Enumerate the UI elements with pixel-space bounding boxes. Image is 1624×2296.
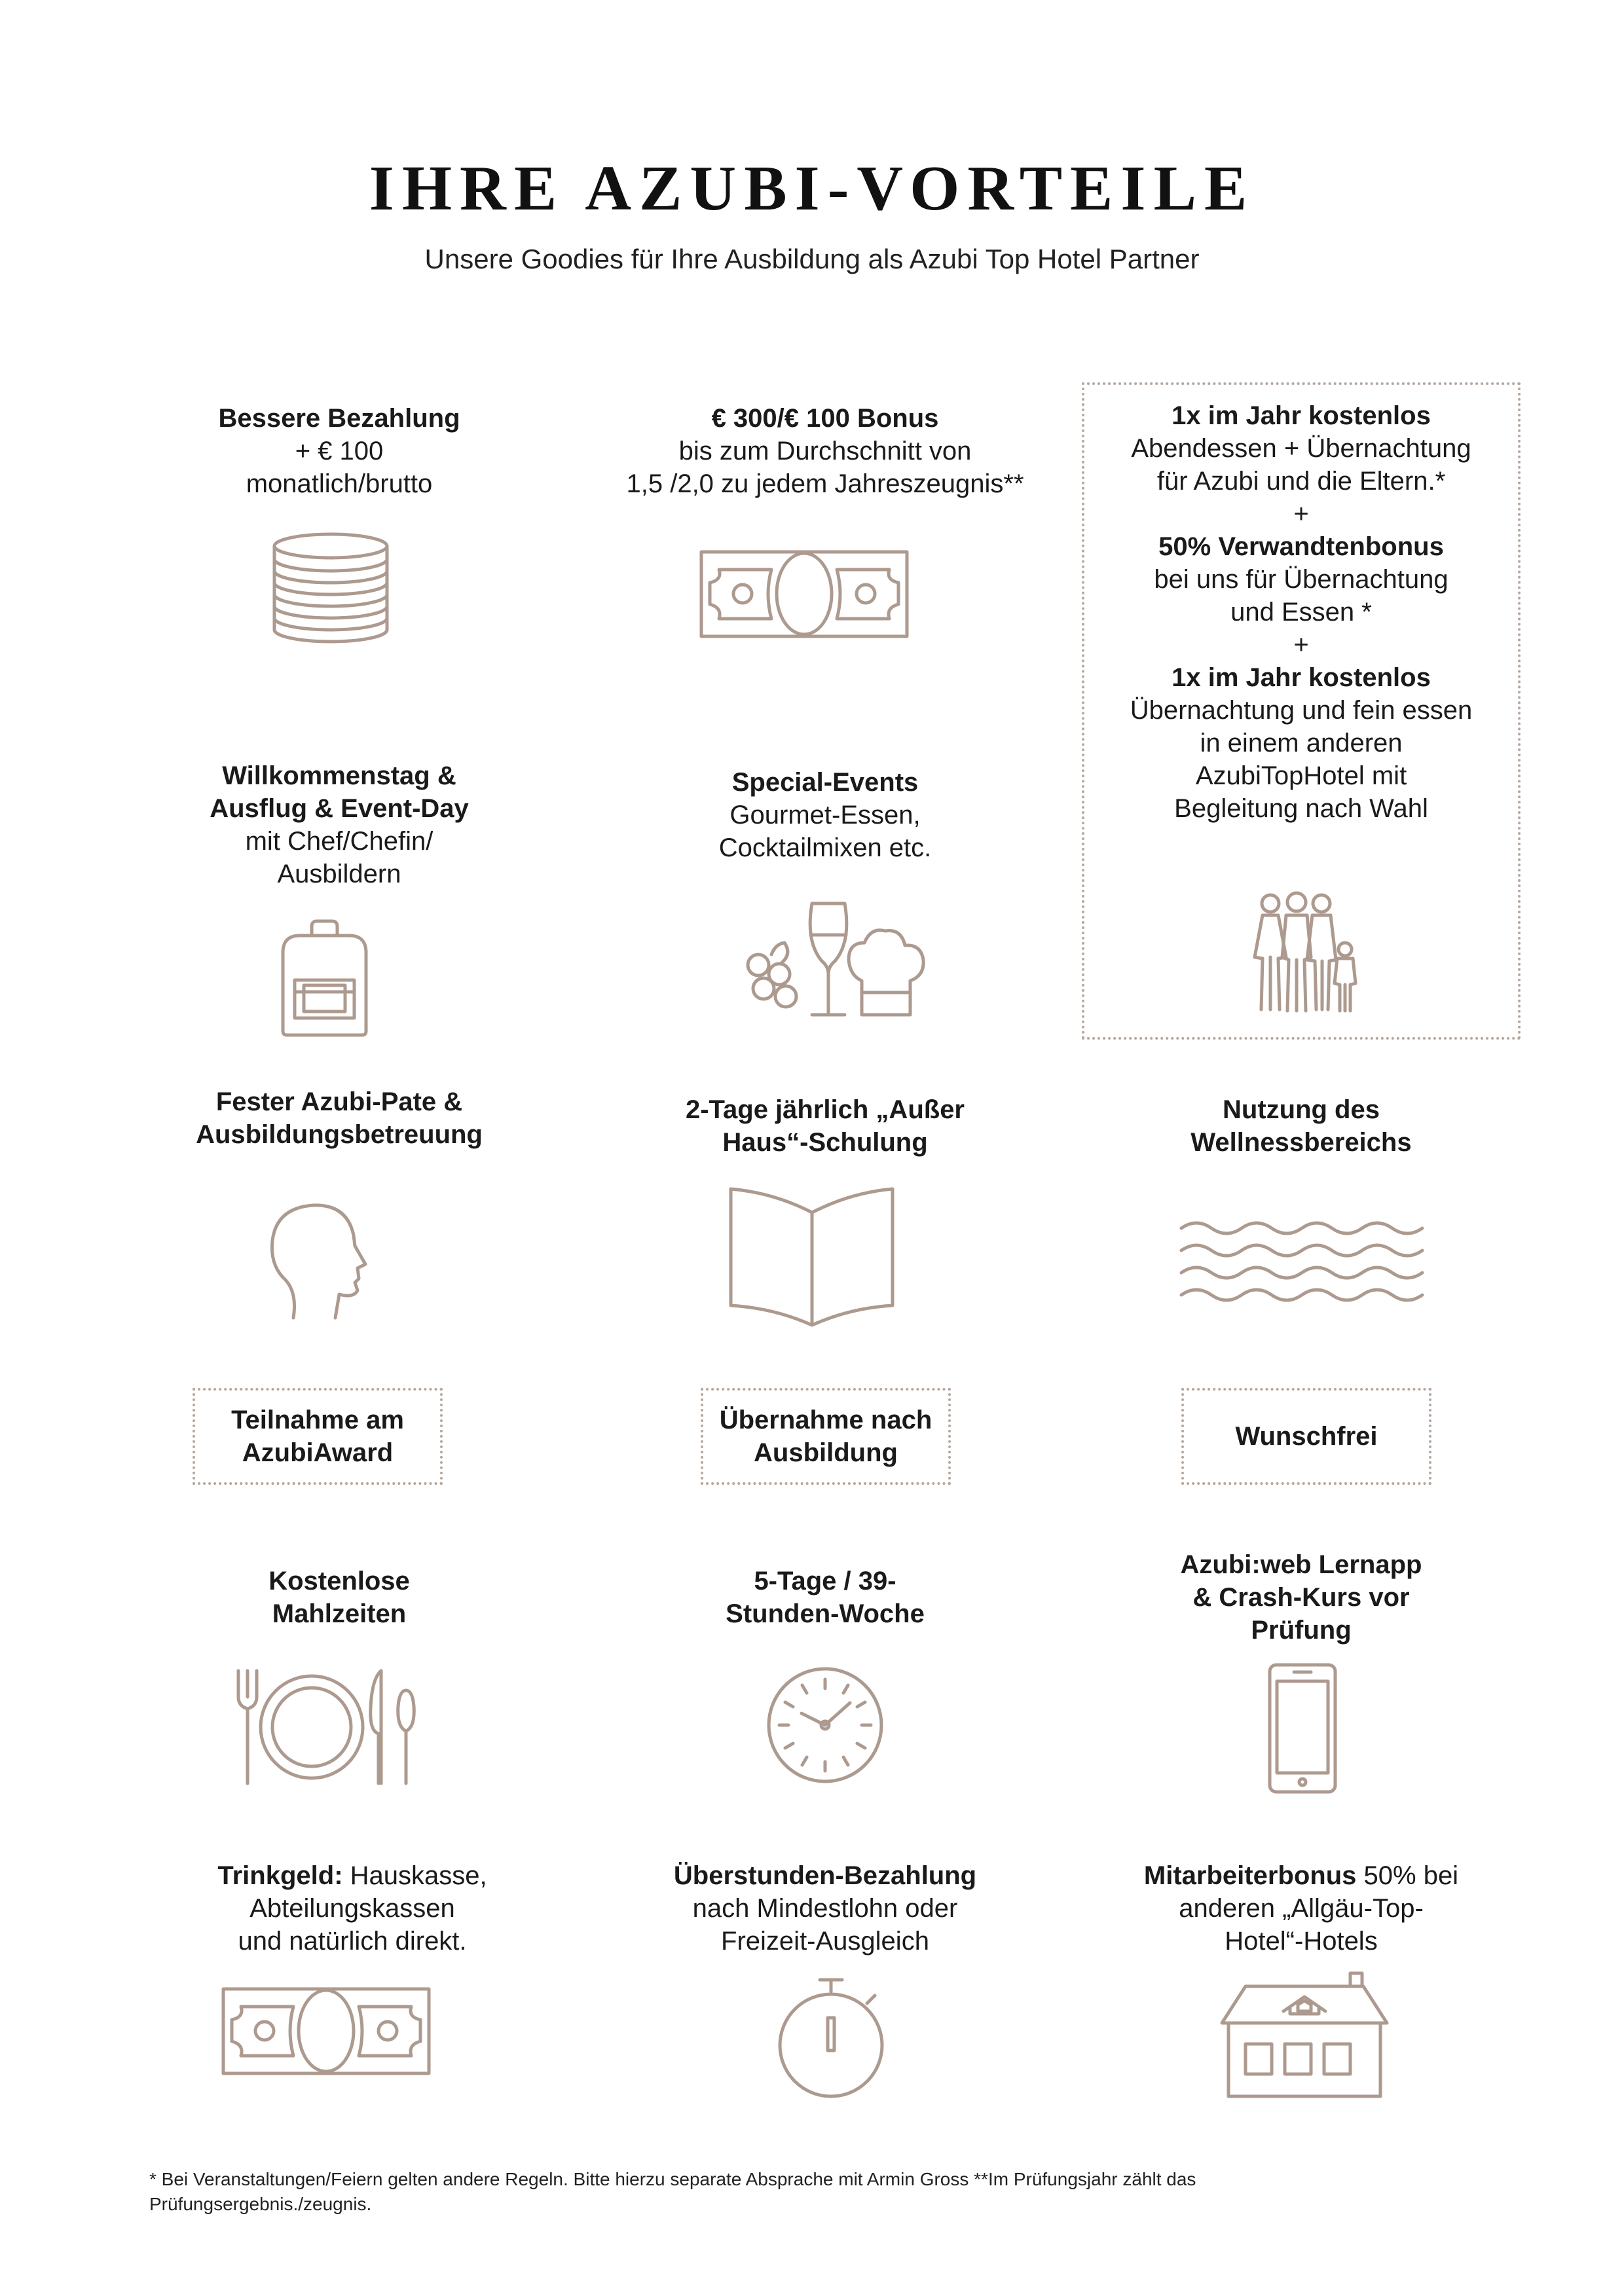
benefit-text: bei uns für Übernachtung xyxy=(1154,565,1449,594)
benefit-text: Ausbildern xyxy=(277,860,401,888)
banknote-icon xyxy=(221,1987,431,2075)
benefit-title: Fester Azubi-Pate & xyxy=(215,1087,463,1116)
benefit-title: Prüfung xyxy=(1251,1616,1352,1645)
footnote-line: * Bei Veranstaltungen/Feiern gelten andere Regeln. Bitte hierzu separate Absprache mit Armin Gross **Im Prüfungsjahr zählt das xyxy=(149,2169,1196,2189)
benefit-text: Hauskasse, xyxy=(342,1861,487,1890)
page-title: IHRE AZUBI-VORTEILE xyxy=(369,153,1255,224)
benefit-text: + € 100 xyxy=(295,437,384,465)
stopwatch-icon xyxy=(777,1977,885,2098)
plus-sign: + xyxy=(1293,500,1309,528)
benefit-wunschfrei xyxy=(1181,1388,1431,1485)
book-icon xyxy=(728,1186,895,1327)
footnote-line: Prüfungsergebnis./zeugnis. xyxy=(149,2194,372,2214)
benefit-mitarbeiter xyxy=(1082,1859,1521,1958)
benefit-title: Willkommenstag & xyxy=(222,761,456,790)
benefit-title: Azubi:web Lernapp xyxy=(1180,1550,1422,1579)
benefit-title: AzubiAward xyxy=(242,1438,394,1467)
benefit-text: AzubiTopHotel mit xyxy=(1195,761,1407,790)
plus-sign: + xyxy=(1293,630,1309,659)
clock-icon xyxy=(766,1666,884,1784)
benefit-title: Ausbildungsbetreuung xyxy=(196,1120,483,1149)
benefit-title: Special-Events xyxy=(731,768,919,797)
benefit-title: Wunschfrei xyxy=(1235,1422,1378,1451)
benefit-text: und Essen * xyxy=(1230,598,1372,627)
waves-icon xyxy=(1179,1216,1421,1308)
benefit-lernapp xyxy=(1082,1548,1521,1647)
benefit-title: Bessere Bezahlung xyxy=(218,404,460,433)
benefit-title-line xyxy=(143,1859,562,1892)
benefit-title: Haus“-Schulung xyxy=(722,1128,928,1157)
benefit-trinkgeld xyxy=(143,1859,562,1958)
benefit-title: Mahlzeiten xyxy=(272,1599,407,1628)
benefit-pate xyxy=(143,1085,536,1151)
benefit-title: 2-Tage jährlich „Außer xyxy=(685,1095,965,1124)
benefit-text: Begleitung nach Wahl xyxy=(1174,794,1428,823)
benefit-title: Ausbildung xyxy=(754,1438,898,1467)
banknote-icon xyxy=(699,550,909,638)
benefit-family xyxy=(1082,399,1521,825)
benefit-title: Überstunden-Bezahlung xyxy=(673,1861,977,1890)
hotel-house-icon xyxy=(1219,1971,1390,2098)
benefit-woche xyxy=(550,1565,1100,1630)
benefit-willkommen xyxy=(143,759,536,890)
benefit-schulung xyxy=(550,1093,1100,1159)
benefit-text: Cocktailmixen etc. xyxy=(718,833,932,862)
benefit-ueberstunden xyxy=(550,1859,1100,1958)
benefit-text: Übernachtung und fein essen xyxy=(1130,696,1473,725)
benefit-mahlzeiten xyxy=(143,1565,536,1630)
benefit-text: anderen „Allgäu-Top- xyxy=(1179,1894,1424,1923)
benefit-title: Trinkgeld: xyxy=(217,1861,343,1890)
benefit-text: nach Mindestlohn oder xyxy=(692,1894,958,1923)
benefit-title: Ausflug & Event-Day xyxy=(210,794,469,823)
benefit-title-line xyxy=(1082,1859,1521,1892)
benefit-title: 50% Verwandtenbonus xyxy=(1158,532,1444,561)
benefit-text: Gourmet-Essen, xyxy=(729,801,921,829)
benefit-title: Nutzung des xyxy=(1223,1095,1380,1124)
benefit-title: Übernahme nach xyxy=(719,1406,932,1434)
benefit-text: 50% bei xyxy=(1356,1861,1459,1890)
benefit-title: Stunden-Woche xyxy=(726,1599,925,1628)
benefit-text: bis zum Durchschnitt von xyxy=(678,437,972,465)
page-subtitle: Unsere Goodies für Ihre Ausbildung als Azubi Top Hotel Partner xyxy=(424,244,1200,274)
benefit-text: Abendessen + Übernachtung xyxy=(1131,434,1471,463)
benefit-title: 1x im Jahr kostenlos xyxy=(1172,401,1431,430)
footnote xyxy=(149,2167,1498,2217)
plate-cutlery-icon xyxy=(234,1668,418,1786)
benefit-title: 1x im Jahr kostenlos xyxy=(1172,663,1431,692)
benefit-text: und natürlich direkt. xyxy=(238,1927,467,1956)
benefit-title: Mitarbeiterbonus xyxy=(1143,1861,1357,1890)
benefit-bezahlung xyxy=(143,402,536,500)
coin-stack-icon xyxy=(268,532,393,649)
benefit-wellness xyxy=(1082,1093,1521,1159)
benefit-text: für Azubi und die Eltern.* xyxy=(1156,467,1446,496)
smartphone-icon xyxy=(1268,1663,1337,1794)
benefit-title: Kostenlose xyxy=(268,1567,410,1595)
benefit-text: Abteilungskassen xyxy=(249,1894,455,1923)
benefit-title: € 300/€ 100 Bonus xyxy=(711,404,939,433)
benefit-title: & Crash-Kurs vor xyxy=(1192,1583,1410,1612)
benefit-text: in einem anderen xyxy=(1200,729,1403,757)
family-icon xyxy=(1244,892,1362,1016)
benefit-text: Hotel“-Hotels xyxy=(1225,1927,1378,1956)
benefit-title: 5-Tage / 39- xyxy=(754,1567,896,1595)
benefit-text: mit Chef/Chefin/ xyxy=(245,827,434,856)
benefit-text: Freizeit-Ausgleich xyxy=(721,1927,929,1956)
benefit-uebernahme xyxy=(701,1388,951,1485)
head-icon xyxy=(267,1201,369,1319)
benefit-bonus xyxy=(550,402,1100,500)
backpack-icon xyxy=(280,920,369,1038)
benefit-award xyxy=(193,1388,443,1485)
benefit-text: monatlich/brutto xyxy=(246,469,433,498)
wine-chef-hat-icon xyxy=(733,902,930,1020)
benefit-events xyxy=(550,766,1100,864)
benefit-title: Wellnessbereichs xyxy=(1190,1128,1412,1157)
benefit-title: Teilnahme am xyxy=(231,1406,404,1434)
benefit-text: 1,5 /2,0 zu jedem Jahreszeugnis** xyxy=(626,469,1024,498)
